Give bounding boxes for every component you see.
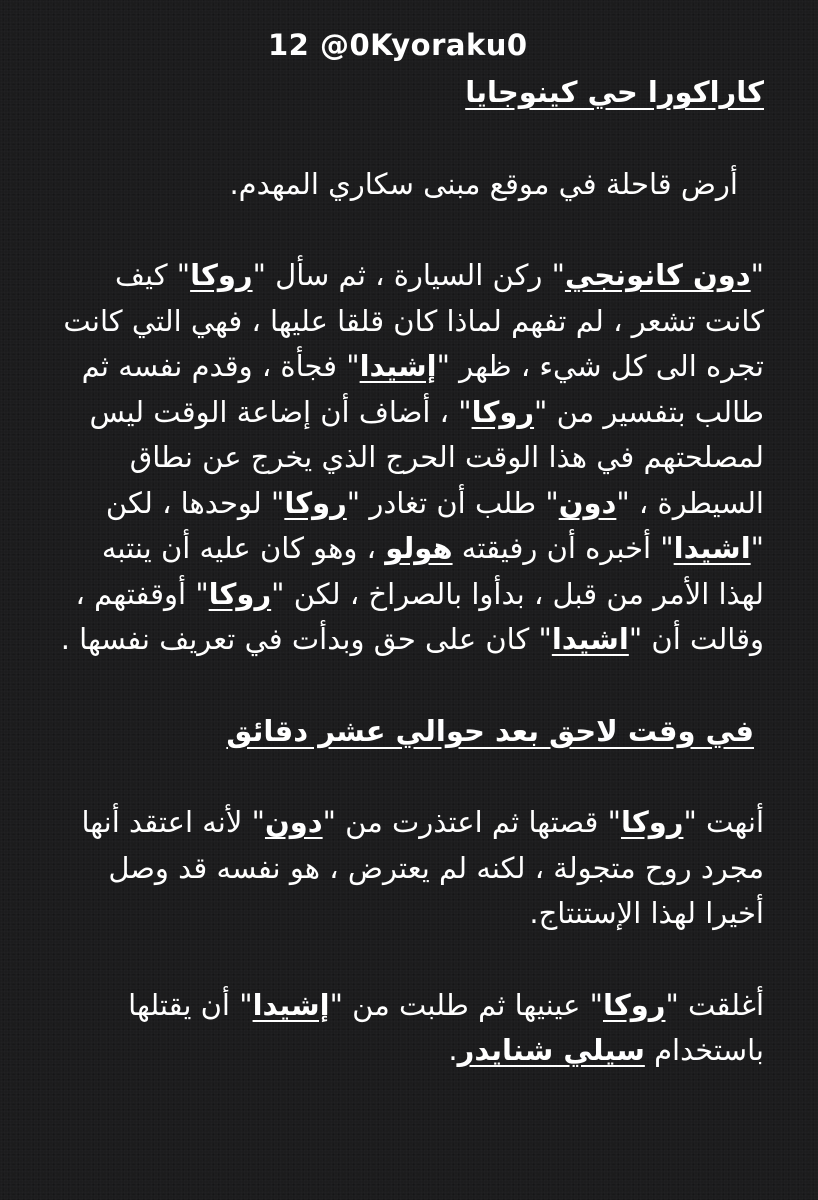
character-name: روكا (284, 485, 347, 520)
text-segment: " أخبره أن رفيقته (452, 531, 674, 565)
character-name: دون (558, 485, 617, 520)
character-name: روكا (208, 576, 272, 611)
spacer (50, 663, 764, 709)
text-segment: " ، أضاف أن إضاعة الوقت ليس لمصلحتهم في هذا الوقت الحرج الذي يخرج عن نطاق السيطرة ، " (89, 394, 764, 520)
text-segment: " قصتها ثم اعتذرت من " (322, 805, 621, 839)
text-segment: " (750, 258, 764, 292)
tweet-header (268, 28, 558, 62)
text-segment: ، وهو كان عليه أن ينتبه لهذا الأمر من قبل ، بدأوا بالصراخ ، لكن " (101, 531, 764, 611)
character-name: اشيدا (673, 531, 751, 565)
tweet-handle: @0Kyoraku0 (319, 28, 528, 62)
text-segment: " كان على حق وبدأت في تعريف نفسها . (60, 622, 552, 656)
text-segment: " عينيها ثم طلبت من " (329, 987, 603, 1022)
paragraph-3 (50, 983, 764, 1074)
text-segment: " أن يقتلها باستخدام (128, 987, 764, 1067)
character-name: دون كانونجي (564, 258, 751, 292)
character-name: روكا (620, 805, 684, 839)
spacer (50, 754, 764, 800)
character-name: دون (264, 805, 323, 839)
tweet-index: 12 (268, 28, 310, 62)
character-name: إشيدا (359, 349, 437, 383)
character-name: إشيدا (252, 987, 330, 1022)
text-segment: " طلب أن تغادر " (346, 485, 559, 520)
note-body (50, 70, 764, 1074)
text-segment: أنهت " (683, 805, 764, 839)
text-segment: أغلقت " (665, 987, 764, 1022)
subheading: في وقت لاحق بعد حوالي عشر دقائق (226, 713, 754, 748)
text-segment: . (448, 1033, 458, 1067)
spacer (50, 207, 764, 253)
character-name: روكا (602, 987, 666, 1022)
text-segment: " لأنه اعتقد أنها مجرد روح متجولة ، لكنه لم يعترض ، هو نفسه قد وصل أخيرا لهذا الإستنتاج. (81, 805, 764, 930)
character-name: هولو (385, 531, 453, 565)
text-segment: " كيف كانت تشعر ، لم تفهم لماذا كان قلقا عليها ، فهي التي كانت تجره الى كل شيء ، ظهر " (63, 258, 764, 383)
text-segment: " لوحدها ، لكن " (105, 485, 764, 565)
text-segment: " أوقفتهم ، وقالت أن " (75, 576, 764, 656)
text-segment: " فجأة ، وقدم نفسه ثم طالب بتفسير من " (81, 349, 764, 429)
spacer (50, 116, 764, 162)
text-segment: " ركن السيارة ، ثم سأل " (252, 258, 565, 292)
character-name: سيلي شنايدر (457, 1033, 645, 1067)
paragraph-2 (50, 800, 764, 937)
scene-line: أرض قاحلة في موقع مبنى سكاري المهدم. (229, 166, 738, 201)
note-title: كاراكورا حي كينوجايا (465, 75, 764, 109)
spacer (50, 937, 764, 983)
character-name: روكا (471, 394, 535, 429)
character-name: روكا (190, 258, 253, 292)
paragraph-1 (50, 253, 764, 663)
character-name: اشيدا (551, 622, 629, 656)
